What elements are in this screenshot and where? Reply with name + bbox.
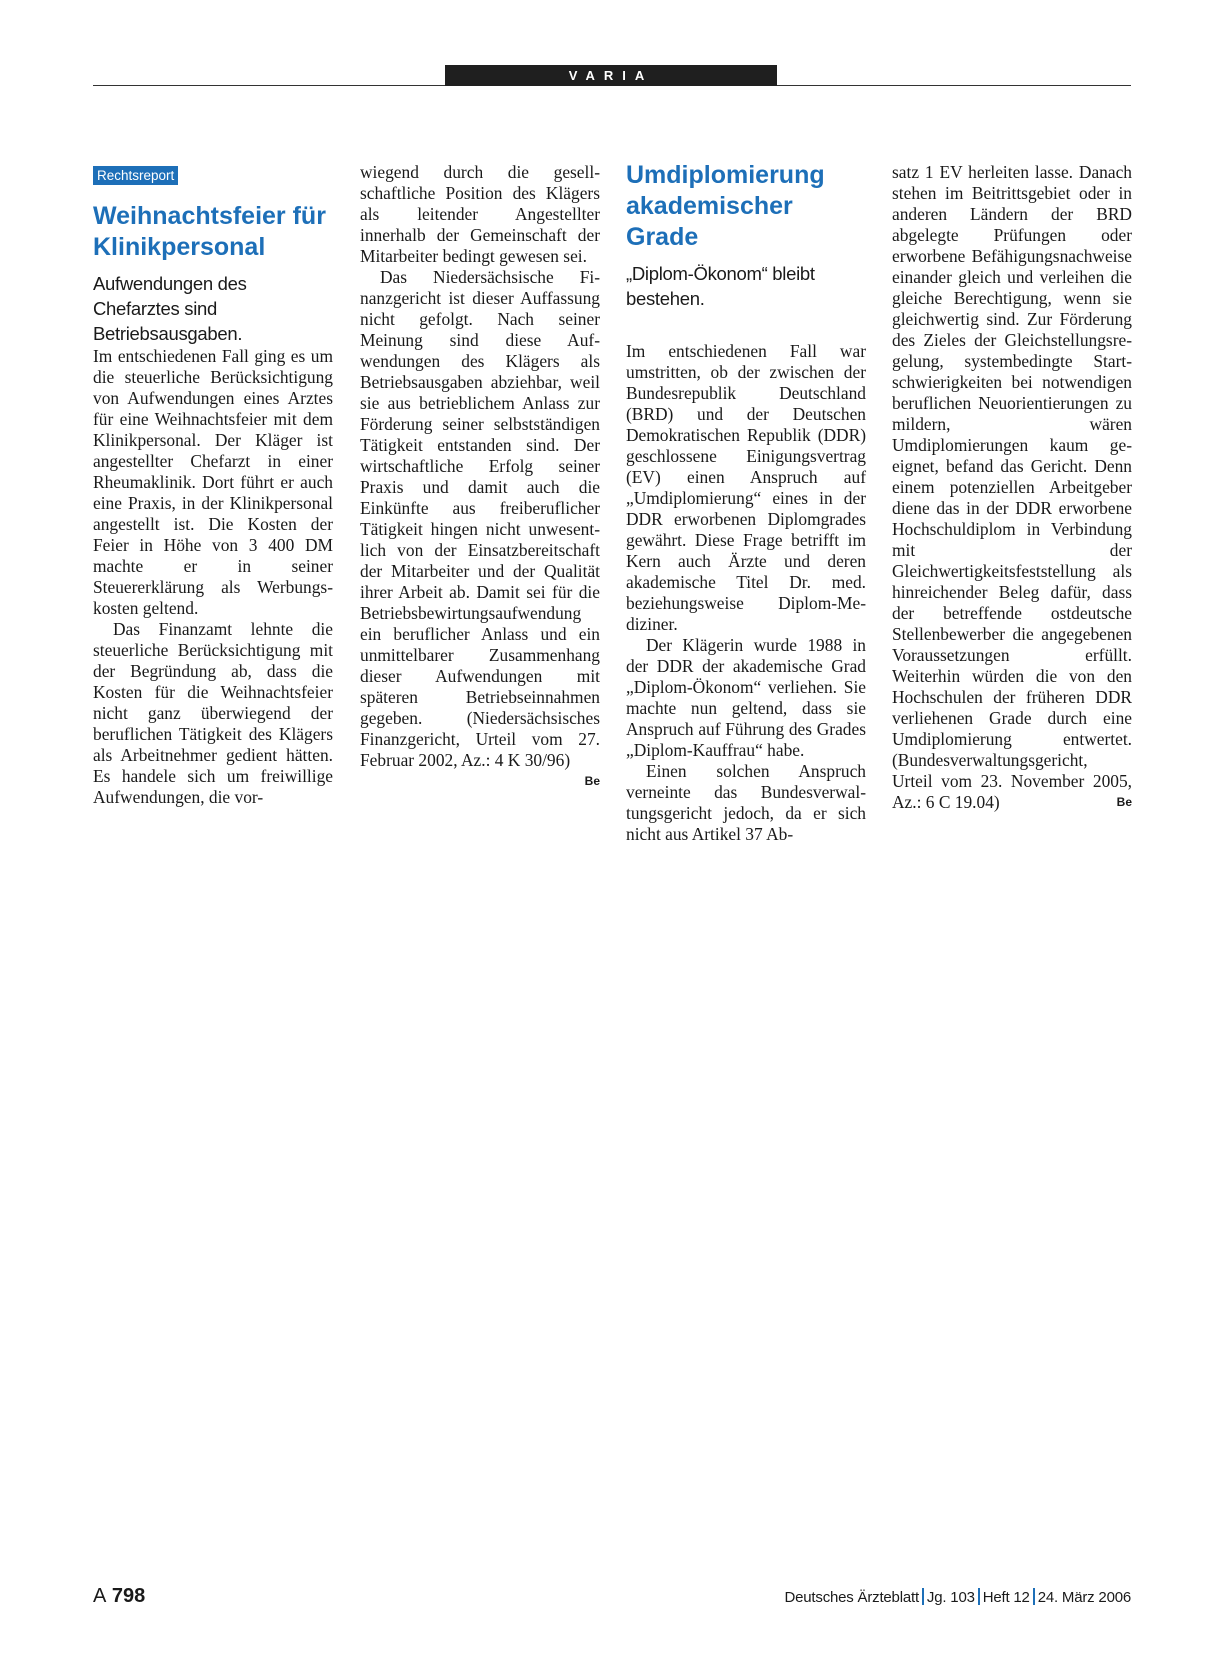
page-prefix: A xyxy=(93,1585,107,1607)
journal-volume: Jg. 103 xyxy=(926,1589,975,1606)
journal-date: 24. März 2006 xyxy=(1037,1589,1131,1606)
journal-name: Deutsches Ärzteblatt xyxy=(784,1589,919,1606)
section-label: VARIA xyxy=(445,65,777,86)
article2-subhead: „Diplom-Ökonom“ bleibt bestehen. xyxy=(626,263,815,309)
article1-paragraph-1-part-1: Im entschiedenen Fall ging es um die steuerliche Berücksichtigung von Aufwendungen eines Arztes für eine Weihnachtsfeier mit dem Klinikpersonal. Der Kläger ist angestellter Chefarzt in einer Rheumaklinik. Dort führt er auch eine Praxis, in der Klinikpersonal angestellt ist. Die Kosten der Feier in Höhe von 3 400 DM machte er in seiner Steuererklärung als Werbungskosten geltend. xyxy=(93,346,333,618)
article1-headline: Weihnachtsfeier für Klinikpersonal xyxy=(93,202,326,261)
article1-paragraph-3: Das Niedersächsische Finanzgericht ist dieser Auffassung nicht gefolgt. Nach seiner Meinung sind diese Aufwendungen des Klägers als Betriebsausgaben abziehbar, weil sie aus betrieblichem Anlass zur Förderung seiner selbstständigen Tätigkeit entstanden sind. Der wirtschaftliche Erfolg seiner Praxis und damit auch die Einkünfte aus freiberuflicher Tätigkeit hingen nicht unwesentlich von der Einsatzbereitschaft der Mitarbeiter und der Qualität ihrer Arbeit ab. Damit sei für die Betriebsbewirtungsaufwendung ein beruflicher Anlass und ein unmittelbarer Zusammenhang dieser Aufwendungen mit späteren Betriebseinnahmen gegeben. (Niedersächsisches Finanzgericht, Urteil vom 27. Februar 2002, Az.: 4 K 30/96) Be xyxy=(360,267,600,771)
article1-column-1 xyxy=(93,164,333,808)
article2-paragraph-2: Der Klägerin wurde 1988 in der DDR der akademische Grad „Diplom-Ökonom“ verliehen. Sie machte nun geltend, dass sie Anspruch auf Führung des Grades „Diplom-Kauffrau“ habe. xyxy=(626,635,866,760)
article2-column-2 xyxy=(892,162,1132,813)
separator xyxy=(978,1588,980,1605)
separator xyxy=(1033,1588,1035,1605)
page-number-value: 798 xyxy=(111,1585,146,1607)
article1-paragraph-2-part-1: Das Finanzamt lehnte die steuerliche Berücksichtigung mit der Begründung ab, dass die Kosten für die Weihnachtsfeier nicht ganz überwiegend der beruflichen Tätigkeit des Klägers als Arbeitnehmer gedient hätten. Es handele sich um freiwillige Aufwendungen, die vor- xyxy=(93,619,333,807)
article2-paragraph-3-part-1: Einen solchen Anspruch verneinte das Bundesverwaltungsgericht jedoch, da er sich nicht aus Artikel 37 Ab- xyxy=(626,761,866,844)
article2-signature: Be xyxy=(1116,795,1132,809)
article2-paragraph-1: Im entschiedenen Fall war umstritten, ob der zwischen der Bundesrepublik Deutschland (BRD) und der Deutschen Demokratischen Republik (DDR) geschlossene Einigungsvertrag (EV) einen Anspruch auf „Umdiplomierung“ eines in der DDR erworbenen Diplomgrades gewährt. Diese Frage betrifft im Kern auch Ärzte und deren akademische Titel Dr. med. beziehungsweise Diplom-Mediziner. xyxy=(626,341,866,634)
article2-column-1 xyxy=(626,160,866,845)
article2-headline: Umdiplomierung akademischer Grade xyxy=(626,161,825,251)
article2-paragraph-3-part-2: satz 1 EV herleiten lasse. Danach stehen im Beitrittsgebiet oder in anderen Ländern der BRD abgelegte Prüfungen oder erworbene Befähigungsnachweise einander gleich und verleihen die gleiche Berechtigung, wenn sie gleichwertig sind. Zur Förderung des Zieles der Gleichstellungsregelung, systembedingte Startschwierigkeiten bei notwendigen beruflichen Neuorientierungen zu mildern, wären Umdiplomierungen kaum geeignet, befand das Gericht. Denn einem potenziellen Arbeitgeber diene das in der DDR erworbene Hochschuldiplom in Verbindung mit der Gleichwertigkeitsfeststellung als hinreichender Beleg dafür, dass der betreffende ostdeutsche Stellenbewerber die angegebenen Voraussetzungen erfüllt. Weiterhin würden die von den Hochschulen der früheren DDR verliehenen Grade durch eine Umdiplomierung entwertet. (Bundesverwaltungsgericht, Urteil vom 23. November 2005, Az.: 6 C 19.04) Be xyxy=(892,162,1132,812)
page-number xyxy=(93,1585,145,1608)
article1-signature: Be xyxy=(584,774,600,788)
journal-info xyxy=(785,1588,1131,1606)
separator xyxy=(922,1588,924,1605)
article1-column-2 xyxy=(360,162,600,792)
article1-paragraph-2-part-2: wiegend durch die gesellschaftliche Position des Klägers als leitender Angestellter innerhalb der Gemeinschaft der Mitarbeiter bedingt gewesen sei. xyxy=(360,162,600,266)
journal-issue: Heft 12 xyxy=(982,1589,1030,1606)
rubric-badge: Rechtsreport xyxy=(93,166,178,185)
article1-subhead: Aufwendungen des Chefarztes sind Betriebsausgaben. xyxy=(93,273,247,344)
